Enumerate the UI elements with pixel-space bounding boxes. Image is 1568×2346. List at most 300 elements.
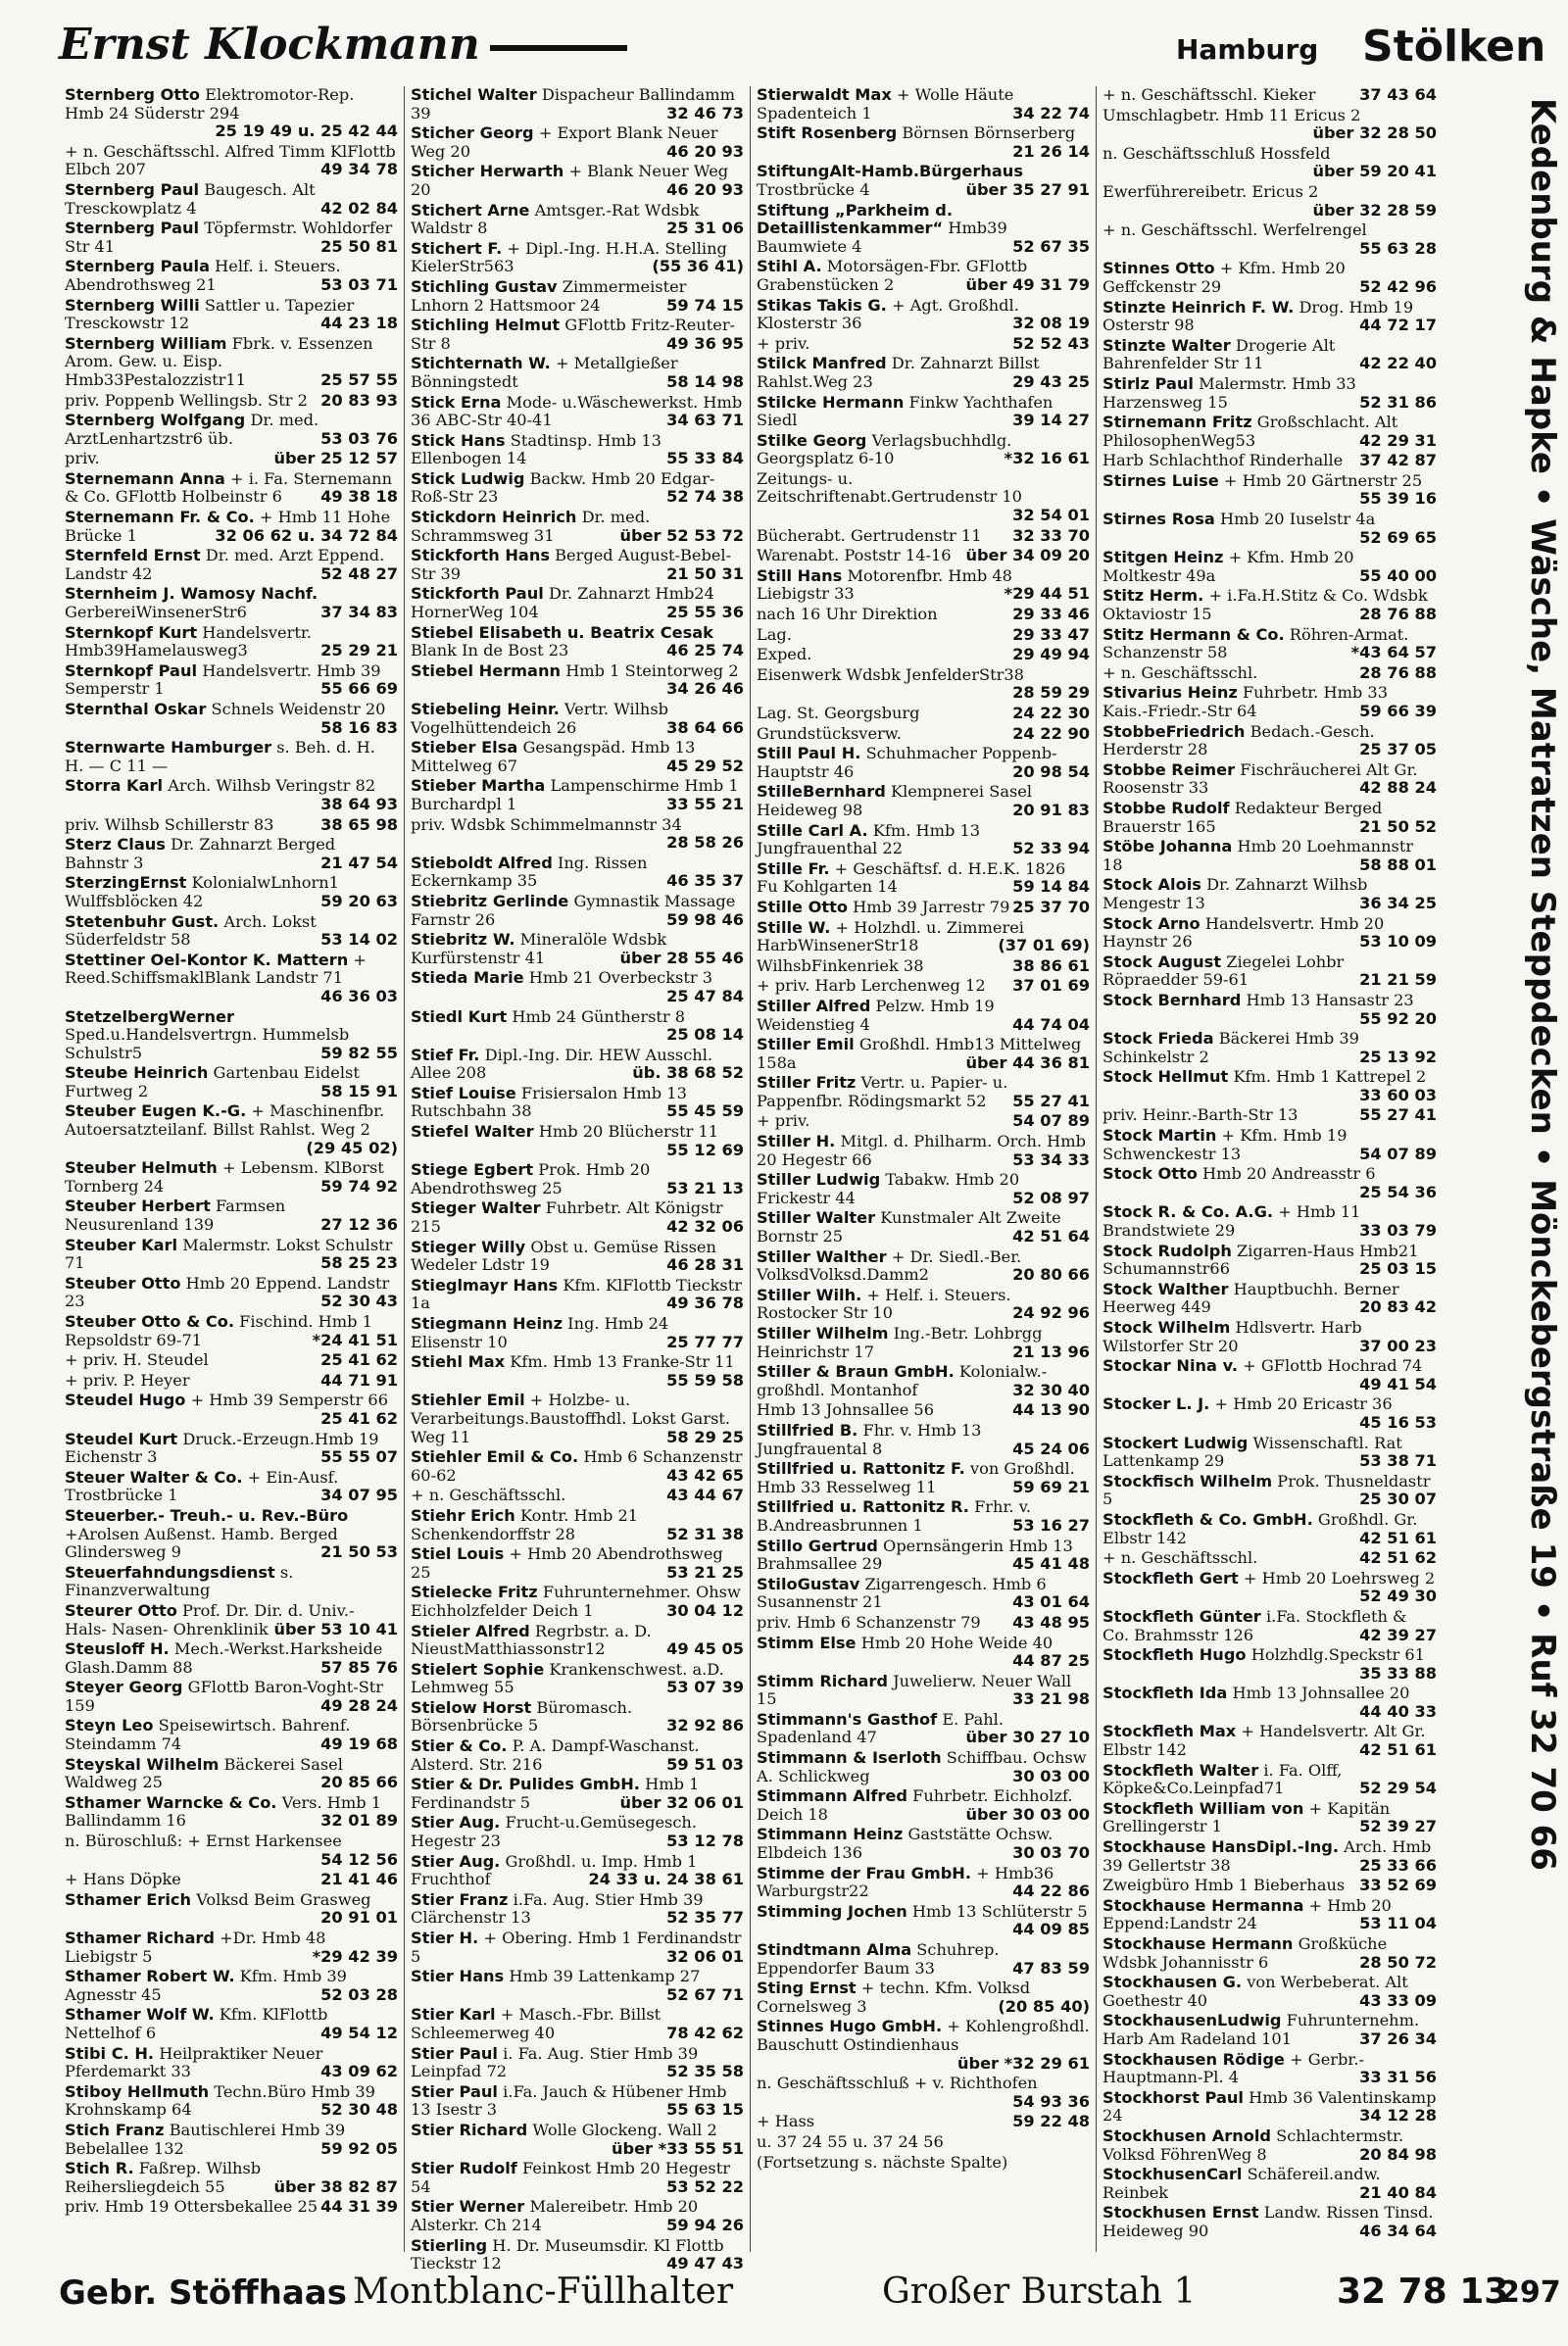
- entry-name: Sterz Claus: [65, 835, 166, 855]
- directory-entry: [1102, 1800, 1437, 1836]
- entry-name: Steuer Walter & Co.: [65, 1467, 243, 1487]
- entry-phone: 58 88 01: [1359, 855, 1437, 874]
- entry-detail: Eisenwerk Wdsbk JenfelderStr38: [757, 664, 1024, 684]
- entry-name: Stettiner Oel-Kontor K. Mattern: [65, 950, 349, 969]
- entry-name: Stier Paul: [411, 2043, 498, 2063]
- entry-name: Stier Hans: [411, 1967, 505, 1986]
- entry-name: Sthamer Richard: [65, 1929, 215, 1947]
- directory-entry: [1102, 1435, 1437, 1471]
- entry-detail: (Fortsetzung s. nächste Spalte): [757, 2152, 1008, 2172]
- entry-name: Stick Ludwig: [411, 468, 525, 488]
- entry-phone: 55 66 69: [320, 679, 398, 699]
- entry-name: Stibi C. H.: [65, 2043, 155, 2063]
- entry-phone: über 32 28 59: [1312, 200, 1437, 220]
- entry-name: Stiller Fritz: [757, 1073, 857, 1093]
- entry-detail: Speisewirtsch. Bahrenf. Steindamm 74: [65, 1716, 351, 1754]
- directory-entry: [1102, 375, 1437, 412]
- directory-entry: [1102, 1723, 1437, 1759]
- entry-phone: 25 57 55: [320, 369, 398, 389]
- entry-detail: + Hans Döpke: [65, 1870, 181, 1889]
- entry-detail: Großhdl. Hmb13 Mittelweg 158a: [757, 1035, 1082, 1072]
- entry-phone: 49 41 54: [1359, 1374, 1437, 1393]
- directory-entry: [757, 998, 1090, 1034]
- directory-entry: [1102, 2089, 1437, 2126]
- entry-detail: Frhr. v. B.Andreasbrunnen 1: [757, 1497, 1032, 1535]
- side-ad-text: Kedenburg & Hapke • Wäsche, Matratzen Steppdecken • Mönckebergstraße 19 • Ruf 32 70 66: [1523, 98, 1562, 1871]
- entry-phone: 52 48 27: [320, 563, 398, 583]
- entry-name: Stichel Walter: [411, 85, 537, 104]
- entry-phone: 52 33 94: [1012, 839, 1090, 858]
- entry-phone: 53 10 09: [1359, 932, 1437, 952]
- entry-phone: 49 34 78: [320, 160, 398, 179]
- entry-name: Stimm Richard: [757, 1671, 888, 1690]
- directory-entry: [757, 355, 1090, 391]
- entry-phone: 29 43 25: [1012, 371, 1090, 391]
- entry-detail: Motorenfbr. Hmb 48 Liebigstr 33: [757, 565, 1012, 604]
- directory-entry: [65, 1313, 398, 1349]
- entry-phone: 32 06 01: [666, 1946, 744, 1966]
- entry-detail: Fuhrbetr. Eichholzf. Deich 18: [757, 1786, 1073, 1824]
- entry-name: Stock Arno: [1102, 913, 1200, 933]
- entry-detail: Kfm. Hmb 39 Agnesstr 45: [65, 1967, 347, 2004]
- directory-entry: [1102, 1570, 1437, 1606]
- entry-detail: Elektromotor-Rep. Hmb 24 Süderstr 294: [65, 85, 355, 122]
- entry-name: Stockhausen G.: [1102, 1973, 1243, 1992]
- entry-detail: + Masch.-Fbr. Billst Schleemerweg 40: [411, 2005, 662, 2042]
- entry-phone: 32 30 40: [1012, 1380, 1090, 1399]
- entry-phone: 53 38 71: [1359, 1451, 1437, 1471]
- entry-detail: Kfm. KlFlottb Nettelhof 6: [65, 2005, 328, 2042]
- entry-detail: Bäckerei Sasel Waldweg 25: [65, 1754, 343, 1792]
- entry-name: Still Paul H.: [757, 744, 861, 763]
- directory-entry: [411, 1623, 744, 1659]
- entry-detail: Gymnastik Massage Farnstr 26: [411, 891, 736, 929]
- directory-entry: [411, 739, 744, 775]
- entry-phone: über 38 82 87: [273, 2176, 398, 2196]
- entry-detail: Schnels Weidenstr 20: [211, 700, 386, 718]
- directory-entry: [411, 1507, 744, 1543]
- entry-name: Stockhause Hermann: [1102, 1934, 1294, 1953]
- entry-detail: s. Finanzverwaltung: [65, 1562, 294, 1600]
- entry-name: Sternberg William: [65, 333, 227, 353]
- entry-name: Still Hans: [757, 565, 843, 585]
- entry-phone: über 28 55 46: [619, 948, 744, 967]
- entry-detail: + Dr. Siedl.-Ber. VolksdVolksd.Damm2: [757, 1246, 1022, 1285]
- directory-entry: [1102, 414, 1437, 450]
- entry-detail: Hmb 20 Eppend. Landstr 23: [65, 1273, 390, 1311]
- directory-entry: [65, 297, 398, 333]
- directory-entry: [411, 1545, 744, 1582]
- entry-detail: Kfm. Hmb 13 Jungfrauenthal 22: [757, 820, 981, 858]
- entry-detail: Exped.: [757, 645, 812, 664]
- entry-phone: über *33 55 51: [611, 2138, 744, 2158]
- entry-name: Stiedl Kurt: [411, 1006, 508, 1026]
- entry-detail: + Hmb 20 Eppend:Landstr 24: [1102, 1895, 1392, 1933]
- entry-name: Steuber Eugen K.-G.: [65, 1101, 247, 1121]
- entry-detail: Zigarrengesch. Hmb 6 Susannenstr 21: [757, 1574, 1047, 1612]
- entry-name: Stockhusen Arnold: [1102, 2126, 1271, 2145]
- entry-phone: 53 03 76: [320, 428, 398, 448]
- directory-entry: [1102, 107, 1437, 143]
- entry-detail: + Reed.SchiffsmaklBlank Landstr 71: [65, 950, 367, 988]
- entry-phone: 42 39 27: [1359, 1625, 1437, 1644]
- entry-name: Storra Karl: [65, 776, 164, 796]
- directory-entry: [411, 240, 744, 276]
- entry-phone: 49 54 12: [320, 2023, 398, 2042]
- entry-detail: Stadtinsp. Hmb 13 Ellenbogen 14: [411, 430, 662, 468]
- directory-entry: [65, 1833, 398, 1869]
- directory-entry: [1102, 761, 1437, 798]
- entry-detail: + Hmb 11 Brandstwiete 29: [1102, 1202, 1361, 1241]
- entry-name: Sternberg Willi: [65, 295, 200, 315]
- entry-phone: 53 52 22: [666, 2176, 744, 2196]
- directory-entry: [411, 202, 744, 238]
- entry-detail: n. Büroschluß: + Ernst Harkensee: [65, 1832, 342, 1851]
- entry-detail: Verlagsbuchhdlg. Georgsplatz 6-10: [757, 430, 1012, 468]
- directory-entry: [65, 1237, 398, 1273]
- entry-name: Stier Aug.: [411, 1851, 501, 1871]
- entry-detail: Krankenschwest. a.D. Lehmweg 55: [411, 1659, 724, 1697]
- entry-name: Stockhausen Rödige: [1102, 2049, 1285, 2069]
- entry-detail: KolonialwLnhorn1 Wulffsblöcken 42: [65, 873, 339, 910]
- entry-name: Stimming Jochen: [757, 1901, 907, 1921]
- entry-phone: 30 03 00: [1012, 1766, 1090, 1785]
- entry-detail: Fbrk. v. Essenzen Arom. Gew. u. Eisp. Hmb33Pestalozzistr11: [65, 333, 373, 389]
- entry-name: Stieglmayr Hans: [411, 1275, 559, 1295]
- entry-detail: Hauptbuchh. Berner Heerweg 449: [1102, 1279, 1399, 1317]
- entry-detail: Handelsvertr. Hmb 20 Haynstr 26: [1102, 913, 1385, 952]
- entry-detail: Fuhrunternehmer. Ohsw Eichholzfelder Deich 1: [411, 1583, 741, 1620]
- directory-entry: [1102, 1511, 1437, 1547]
- directory-entry: [757, 1749, 1090, 1785]
- entry-name: Stillfried B.: [757, 1420, 858, 1440]
- directory-entry: [65, 1431, 398, 1467]
- entry-phone: 20 85 66: [320, 1773, 398, 1792]
- directory-entry: [65, 1507, 398, 1562]
- directory-entry: [65, 1197, 398, 1234]
- directory-entry: [411, 816, 744, 853]
- entry-name: Stiebritz W.: [411, 930, 515, 950]
- directory-entry: [757, 745, 1090, 781]
- directory-entry: [1102, 1068, 1437, 1104]
- entry-phone: über 32 28 50: [1312, 123, 1437, 143]
- entry-detail: Hmb 13 Johnsallee 20: [1232, 1684, 1410, 1703]
- entry-name: Stiehler Emil & Co.: [411, 1447, 579, 1467]
- name-range: Stölken: [1362, 22, 1546, 72]
- directory-entry: [411, 1699, 744, 1735]
- entry-phone: 58 14 98: [666, 371, 744, 391]
- directory-entry: [1102, 1974, 1437, 2010]
- entry-phone: 45 16 53: [1359, 1412, 1437, 1432]
- side-advertisement: [1517, 98, 1562, 2254]
- entry-phone: 21 41 46: [320, 1870, 398, 1889]
- entry-name: Sternberg Paul: [65, 219, 200, 238]
- entry-detail: + Holzbe- u. Verarbeitungs.Baustoffhdl. Lokst Garst. Weg 11: [411, 1391, 731, 1446]
- entry-phone: 42 51 64: [1012, 1227, 1090, 1246]
- entry-name: Stockhusen Ernst: [1102, 2203, 1259, 2223]
- entry-detail: Regrbstr. a. D. NieustMatthiassonstr12: [411, 1621, 652, 1659]
- entry-phone: 59 94 26: [666, 2215, 744, 2234]
- entry-detail: Fuhrbetr. Alt Königstr 215: [411, 1198, 723, 1237]
- entry-phone: (55 36 41): [652, 257, 744, 276]
- entry-name: StockhusenCarl: [1102, 2165, 1243, 2184]
- entry-name: Sternemann Fr. & Co.: [65, 508, 255, 527]
- entry-name: Stiehr Erich: [411, 1505, 515, 1525]
- entry-phone: 52 29 54: [1359, 1779, 1437, 1798]
- directory-entry: [411, 1814, 744, 1850]
- entry-name: Stich R.: [65, 2159, 134, 2178]
- entry-phone: über 32 06 01: [619, 1792, 744, 1812]
- entry-detail: + Agt. Großhdl. Klosterstr 36: [757, 295, 1019, 333]
- entry-detail: + Holzhdl. u. Zimmerei HarbWinsenerStr18: [757, 917, 1024, 955]
- entry-phone: 30 04 12: [666, 1600, 744, 1620]
- entry-name: Stichling Gustav: [411, 276, 558, 296]
- directory-entry: [411, 317, 744, 353]
- directory-entry: [65, 1968, 398, 2004]
- entry-phone: 55 92 20: [1359, 1008, 1437, 1028]
- entry-phone: 28 76 88: [1359, 605, 1437, 624]
- directory-entry: [1102, 1685, 1437, 1721]
- entry-detail: Farmsen Neusurenland 139: [65, 1197, 286, 1235]
- directory-entry: [1102, 2051, 1437, 2087]
- directory-entry: [411, 777, 744, 813]
- entry-detail: + Kapitän Grellingerstr 1: [1102, 1798, 1391, 1836]
- entry-detail: Ing. Rissen Eckernkamp 35: [411, 853, 648, 891]
- entry-name: Stillfried u. Rattonitz F.: [757, 1459, 965, 1479]
- directory-entry: [1102, 1127, 1437, 1163]
- entry-phone: 54 93 36: [1012, 2091, 1090, 2111]
- entry-phone: 21 21 59: [1359, 970, 1437, 990]
- entry-name: Stiel Louis: [411, 1544, 505, 1564]
- entry-phone: 33 03 79: [1359, 1221, 1437, 1241]
- entry-phone: 59 74 92: [320, 1176, 398, 1196]
- directory-entry: [757, 335, 1090, 354]
- directory-entry: [757, 1171, 1090, 1207]
- entry-name: Stich Franz: [65, 2120, 165, 2139]
- directory-entry: [757, 2113, 1090, 2131]
- directory-entry: [1102, 221, 1437, 258]
- directory-entry: [757, 1498, 1090, 1535]
- entry-phone: 35 33 88: [1359, 1663, 1437, 1683]
- entry-phone: 42 51 61: [1359, 1528, 1437, 1547]
- entry-detail: Hmb 20 Loehmannstr 18: [1102, 837, 1414, 874]
- entry-detail: Opernsängerin Hmb 13 Brahmsallee 29: [757, 1536, 1073, 1574]
- directory-entry: [1102, 2012, 1437, 2048]
- entry-detail: + Helf. i. Steuers. Rostocker Str 10: [757, 1285, 1011, 1323]
- listing-column: [59, 86, 405, 2252]
- entry-name: Stimmann Alfred: [757, 1786, 907, 1806]
- entry-detail: s. Beh. d. H. H. — C 11 —: [65, 738, 375, 775]
- entry-name: Stockhause Hermanna: [1102, 1895, 1304, 1915]
- entry-phone: 52 69 65: [1359, 527, 1437, 547]
- directory-entry: [757, 1074, 1090, 1110]
- directory-entry: [1102, 337, 1437, 373]
- entry-detail: + n. Geschäftsschl.: [1102, 662, 1258, 682]
- entry-phone: 34 63 71: [666, 411, 744, 430]
- entry-name: StobbeFriedrich: [1102, 721, 1246, 741]
- entry-phone: *29 42 39: [312, 1946, 398, 1966]
- directory-entry: [411, 855, 744, 891]
- entry-detail: Dr. med. ArztLenhartzstr6 üb.: [65, 411, 319, 448]
- directory-entry: [1102, 2204, 1437, 2240]
- directory-entry: [1102, 1106, 1437, 1125]
- entry-phone: 28 76 88: [1359, 662, 1437, 682]
- entry-detail: Zigarren-Haus Hmb21 Schumannstr66: [1102, 1241, 1419, 1279]
- entry-detail: i.Fa. Stockfleth & Co. Brahmsstr 126: [1102, 1606, 1407, 1644]
- entry-name: Stille Otto: [757, 897, 849, 916]
- entry-detail: + Geschäftsf. d. H.E.K. 1826 Fu Kohlgarten 14: [757, 858, 1066, 897]
- directory-entry: [411, 1448, 744, 1485]
- entry-phone: 47 83 59: [1012, 1958, 1090, 1978]
- entry-detail: Drog. Hmb 19 Osterstr 98: [1102, 297, 1414, 335]
- entry-name: StiloGustav: [757, 1574, 860, 1593]
- entry-name: Stock Bernhard: [1102, 990, 1242, 1009]
- entry-phone: 25 41 62: [320, 1350, 398, 1370]
- entry-phone: 21 50 52: [1359, 816, 1437, 836]
- entry-phone: 49 36 95: [666, 333, 744, 353]
- directory-entry: [65, 1564, 398, 1600]
- entry-phone: 25 03 15: [1359, 1259, 1437, 1279]
- entry-phone: 37 42 87: [1359, 451, 1437, 470]
- directory-entry: [757, 2133, 1090, 2152]
- entry-detail: + Blank Neuer Weg 20: [411, 162, 729, 199]
- directory-entry: [411, 2122, 744, 2158]
- entry-detail: E. Pahl. Spadenland 47: [757, 1709, 1004, 1747]
- entry-phone: über 35 27 91: [965, 179, 1090, 199]
- entry-detail: + Hass: [757, 2112, 815, 2131]
- directory-entry: [411, 278, 744, 315]
- entry-name: Stitgen Heinz: [1102, 548, 1224, 567]
- directory-entry: [411, 163, 744, 199]
- entry-name: Steusloff H.: [65, 1639, 170, 1659]
- entry-detail: Mineralöle Wdsbk Kurfürstenstr 41: [411, 930, 667, 967]
- entry-phone: 52 30 48: [320, 2100, 398, 2120]
- entry-phone: 25 37 05: [1359, 740, 1437, 759]
- entry-phone: 32 92 86: [666, 1716, 744, 1735]
- entry-detail: Pelzw. Hmb 19 Weidenstieg 4: [757, 996, 995, 1034]
- entry-phone: 42 22 40: [1359, 354, 1437, 373]
- entry-detail: Frisiersalon Hmb 13 Rutschbahn 38: [411, 1083, 687, 1121]
- entry-detail: + Hmb 20 Abendrothsweg 25: [411, 1544, 723, 1582]
- directory-entry: [65, 2006, 398, 2042]
- entry-detail: + Kfm. Hmb 19 Schwenckestr 13: [1102, 1126, 1348, 1163]
- directory-entry: [757, 1112, 1090, 1131]
- directory-entry: [757, 1209, 1090, 1246]
- city-name: Hamburg: [1176, 33, 1319, 66]
- entry-name: Stockert Ludwig: [1102, 1433, 1249, 1452]
- entry-detail: Arch. Hmb 39 Gellertstr 38: [1102, 1837, 1432, 1875]
- entry-name: Stieler Alfred: [411, 1621, 530, 1640]
- entry-name: Stockfleth Günter: [1102, 1606, 1261, 1626]
- entry-phone: 32 33 70: [1012, 525, 1090, 545]
- entry-phone: 59 74 15: [666, 295, 744, 315]
- entry-detail: Lag.: [757, 624, 792, 644]
- entry-detail: Handelsvertr. Hmb 39 Semperstr 1: [65, 660, 381, 699]
- directory-entry: [65, 181, 398, 218]
- entry-phone: 55 55 07: [320, 1447, 398, 1467]
- entry-phone: 25 19 49 u. 25 42 44: [215, 122, 398, 141]
- entry-phone: über 34 09 20: [965, 546, 1090, 565]
- directory-entry: [757, 547, 1090, 565]
- entry-phone: 24 92 96: [1012, 1303, 1090, 1323]
- entry-phone: 43 09 62: [320, 2062, 398, 2081]
- entry-detail: priv. Wdsbk Schimmelmannstr 34: [411, 814, 682, 834]
- entry-phone: 20 80 66: [1012, 1265, 1090, 1285]
- entry-phone: 33 21 98: [1012, 1689, 1090, 1709]
- entry-phone: 55 40 00: [1359, 565, 1437, 585]
- entry-phone: *29 44 51: [1004, 584, 1090, 604]
- entry-detail: Handelsvertr. Hmb39Hamelausweg3: [65, 622, 312, 660]
- entry-phone: 34 12 28: [1359, 2106, 1437, 2126]
- entry-phone: 55 59 58: [666, 1370, 744, 1390]
- entry-name: Stock Otto: [1102, 1164, 1198, 1184]
- directory-entry: [1102, 511, 1437, 547]
- directory-entry: [757, 1036, 1090, 1072]
- entry-name: Stier Richard: [411, 2120, 528, 2139]
- entry-detail: + Dipl.-Ing. H.H.A. Stelling KielerStr563: [411, 238, 727, 276]
- entry-name: Stockar Nina v.: [1102, 1356, 1238, 1376]
- entry-phone: (37 01 69): [998, 936, 1090, 955]
- directory-entry: [65, 2122, 398, 2158]
- entry-name: Stick Hans: [411, 430, 506, 450]
- entry-name: Steuber Herbert: [65, 1197, 211, 1216]
- entry-detail: Hmb 1 Steintorweg 2: [565, 660, 739, 680]
- directory-entry: [411, 2083, 744, 2120]
- entry-phone: 46 34 64: [1359, 2221, 1437, 2240]
- entry-name: Stockhorst Paul: [1102, 2087, 1244, 2107]
- entry-phone: über 30 27 10: [965, 1728, 1090, 1747]
- directory-entry: [757, 2154, 1090, 2173]
- entry-name: Stille Carl A.: [757, 820, 868, 840]
- directory-entry: [757, 202, 1090, 257]
- entry-phone: 59 92 05: [320, 2138, 398, 2158]
- entry-phone: 43 48 95: [1012, 1612, 1090, 1632]
- entry-detail: i.Fa. Aug. Stier Hmb 39 Clärchenstr 13: [411, 1889, 704, 1928]
- directory-entry: [411, 969, 744, 1005]
- entry-phone: 58 15 91: [320, 1081, 398, 1100]
- entry-phone: 44 87 25: [1012, 1651, 1090, 1671]
- entry-detail: Kolonialw.-großhdl. Montanhof: [757, 1362, 1048, 1399]
- entry-detail: Großküche Wdsbk Johannisstr 6: [1102, 1934, 1388, 1972]
- entry-name: Stier Aug.: [411, 1813, 501, 1833]
- directory-entry: [757, 1865, 1090, 1901]
- entry-name: Steuber Helmuth: [65, 1158, 218, 1178]
- entry-phone: 33 31 56: [1359, 2068, 1437, 2087]
- publisher-brand: Ernst Klockmann: [59, 20, 627, 70]
- entry-phone: 29 33 46: [1012, 605, 1090, 624]
- entry-detail: Warenabt. Poststr 14-16: [757, 546, 952, 565]
- page-header: [0, 20, 1568, 78]
- entry-name: Stikas Takis G.: [757, 295, 887, 315]
- entry-detail: + priv.: [757, 333, 810, 353]
- entry-detail: H. Dr. Museumsdir. Kl Flottb Tieckstr 12: [411, 2235, 724, 2273]
- entry-name: Stiegmann Heinz: [411, 1314, 564, 1333]
- entry-name: Sternheim J. Wamosy Nachf.: [65, 584, 318, 604]
- directory-entry: [757, 1422, 1090, 1458]
- entry-name: Stief Fr.: [411, 1045, 480, 1064]
- directory-entry: [757, 1635, 1090, 1671]
- entry-detail: Vertr. Wilhsb Vogelhüttendeich 26: [411, 700, 668, 737]
- entry-phone: 38 64 66: [666, 717, 744, 737]
- entry-phone: 54 07 89: [1012, 1111, 1090, 1131]
- directory-entry: [65, 2198, 398, 2217]
- entry-detail: Baugesch. Alt Tresckowplatz 4: [65, 179, 316, 218]
- directory-entry: [411, 1123, 744, 1159]
- entry-detail: Gesangspäd. Hmb 13 Mittelweg 67: [411, 738, 696, 775]
- directory-entry: [757, 957, 1090, 976]
- directory-entry: [757, 124, 1090, 161]
- entry-name: Stief Louise: [411, 1083, 516, 1102]
